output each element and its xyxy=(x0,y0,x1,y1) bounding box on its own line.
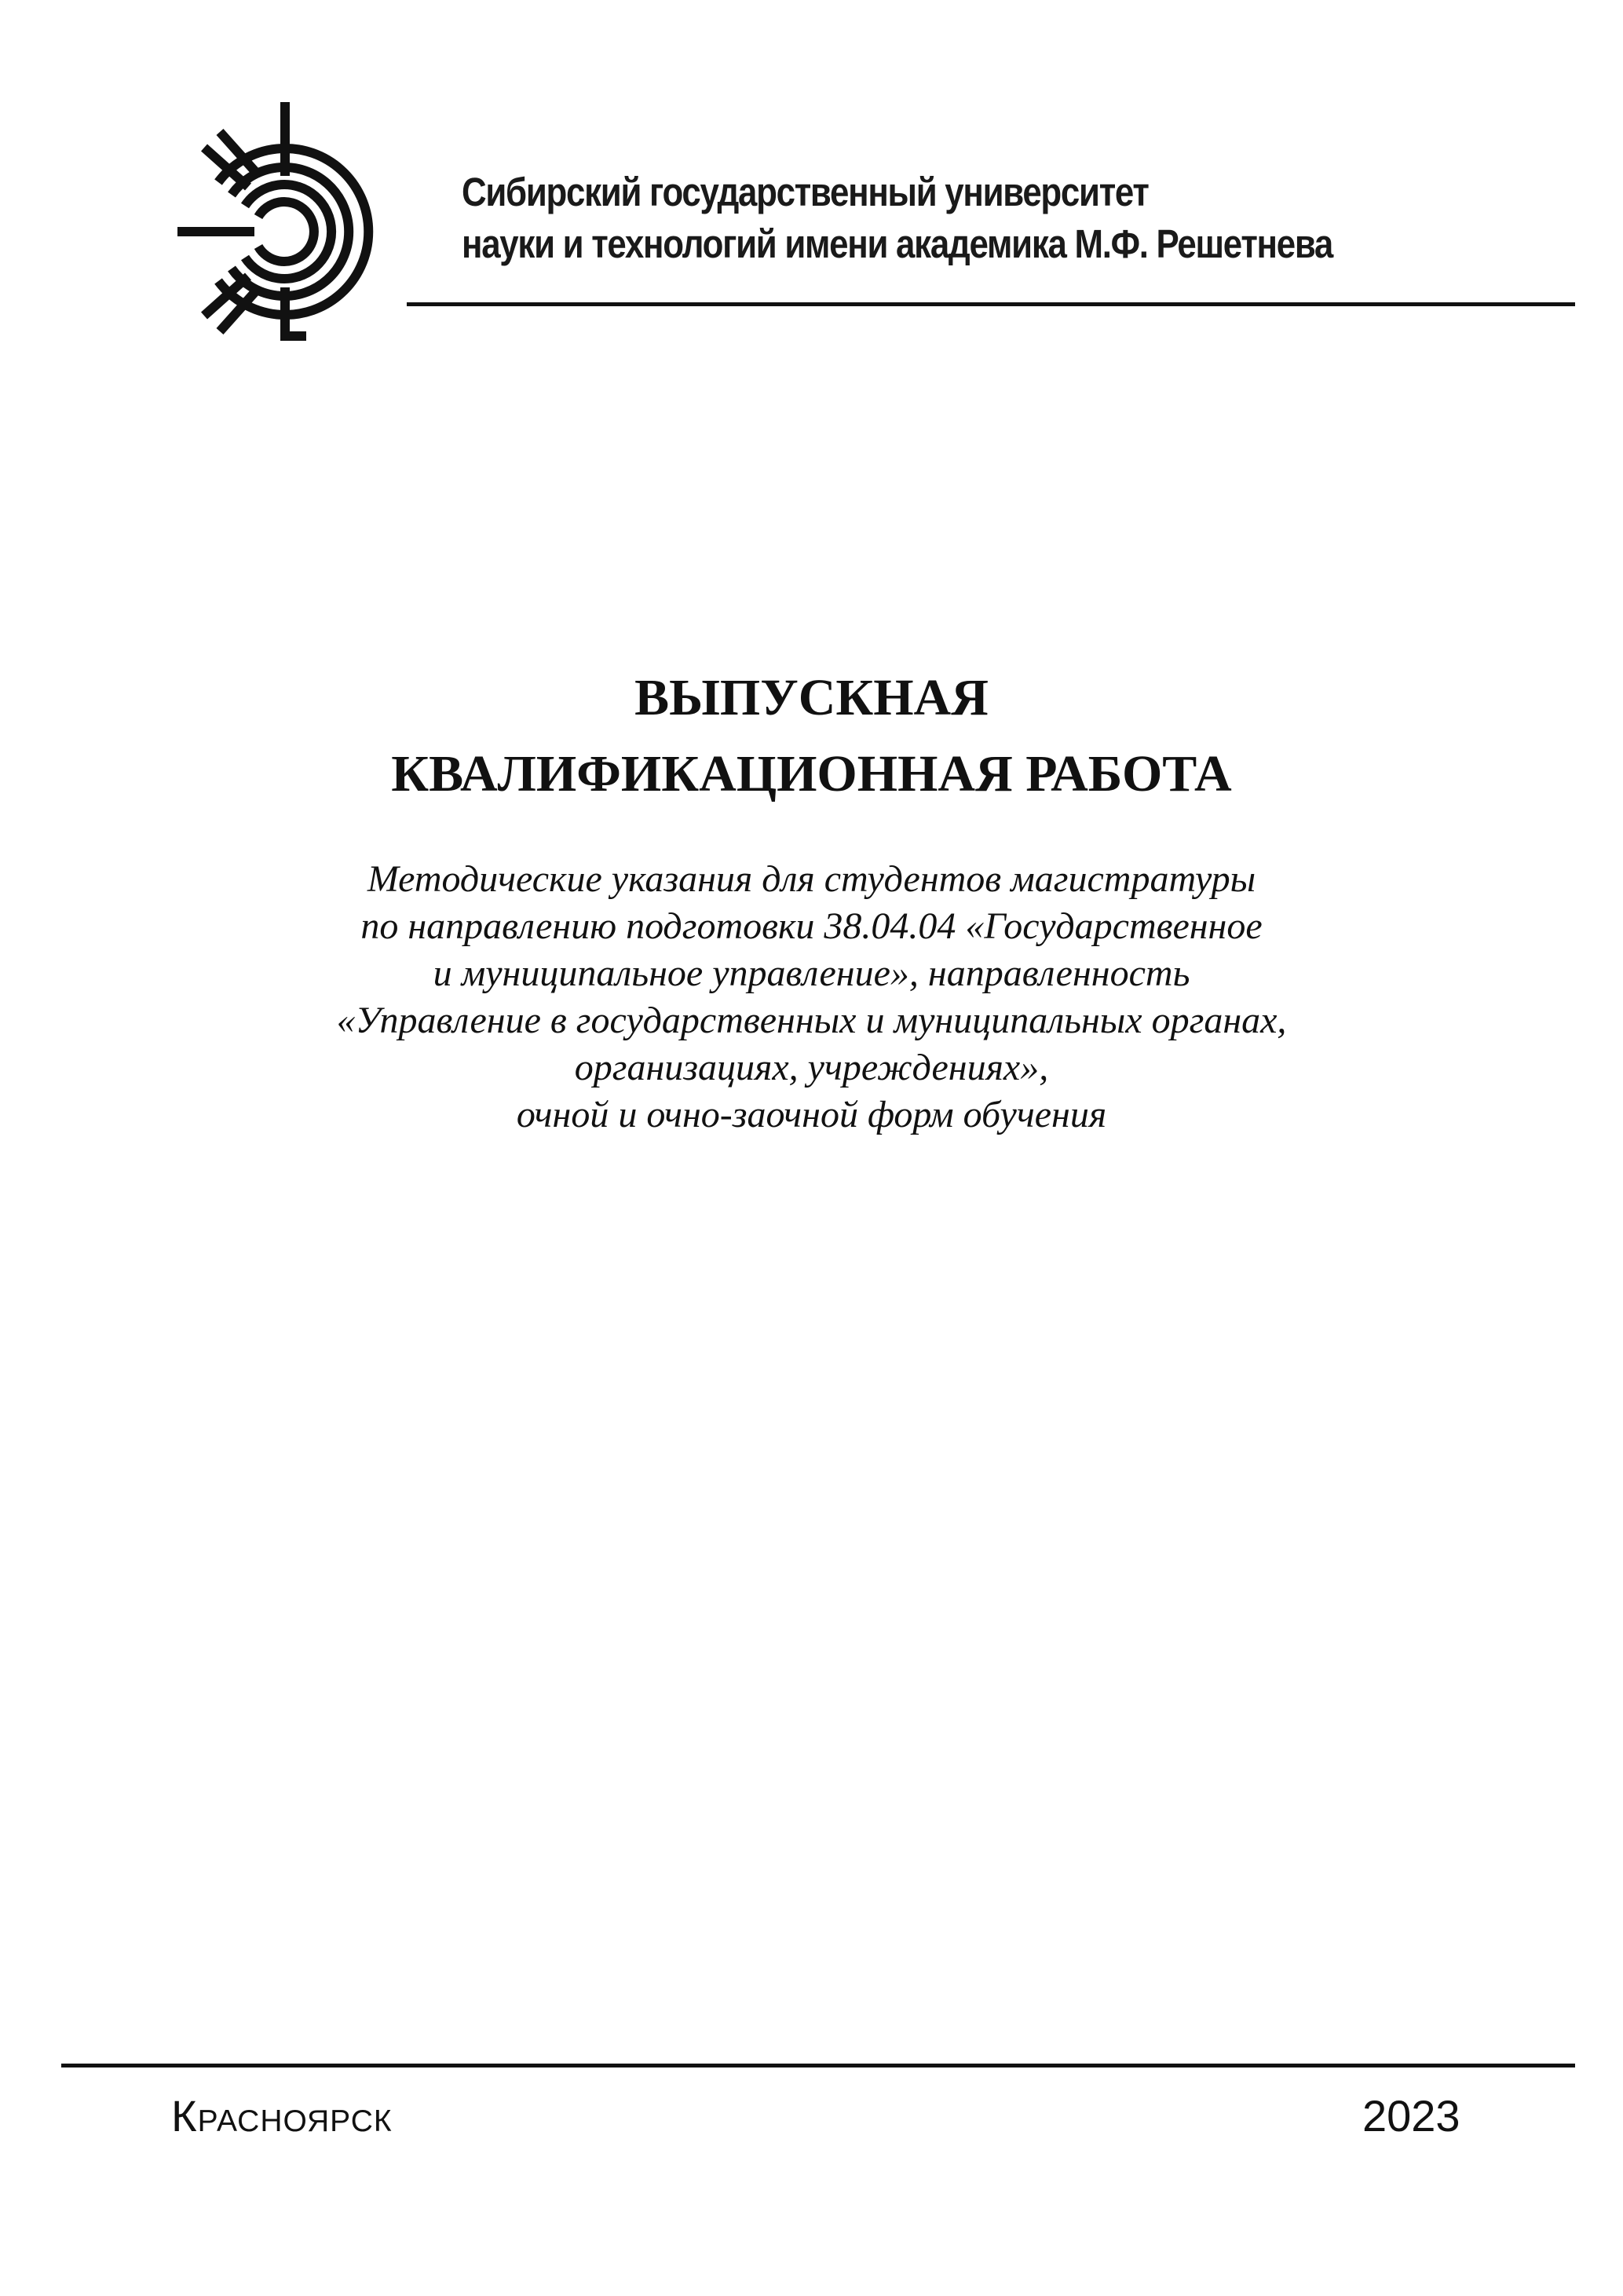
header-divider xyxy=(407,302,1575,306)
university-emblem-icon xyxy=(173,101,400,344)
subtitle-line-6: очной и очно-заочной форм обучения xyxy=(516,1094,1107,1135)
footer-divider xyxy=(61,2064,1575,2067)
university-name-line-2: науки и технологий имени академика М.Ф. Решетнева xyxy=(462,221,1333,266)
university-name xyxy=(462,166,1332,270)
subtitle-line-4: «Управление в государственных и муниципальных органах, xyxy=(336,1000,1287,1041)
subtitle-line-1: Методические указания для студентов магистратуры xyxy=(367,858,1256,900)
footer-year: 2023 xyxy=(1362,2091,1460,2141)
footer-city: Красноярск xyxy=(171,2091,393,2141)
subtitle-line-5: организациях, учреждениях», xyxy=(574,1047,1049,1088)
document-title xyxy=(0,660,1623,812)
title-line-2: КВАЛИФИКАЦИОННАЯ РАБОТА xyxy=(391,745,1232,803)
document-subtitle xyxy=(0,856,1623,1139)
university-name-line-1: Сибирский государственный университет xyxy=(462,170,1149,214)
subtitle-line-3: и муниципальное управление», направленность xyxy=(433,952,1190,994)
title-line-1: ВЫПУСКНАЯ xyxy=(634,669,989,726)
subtitle-line-2: по направлению подготовки 38.04.04 «Государственное xyxy=(360,905,1263,947)
